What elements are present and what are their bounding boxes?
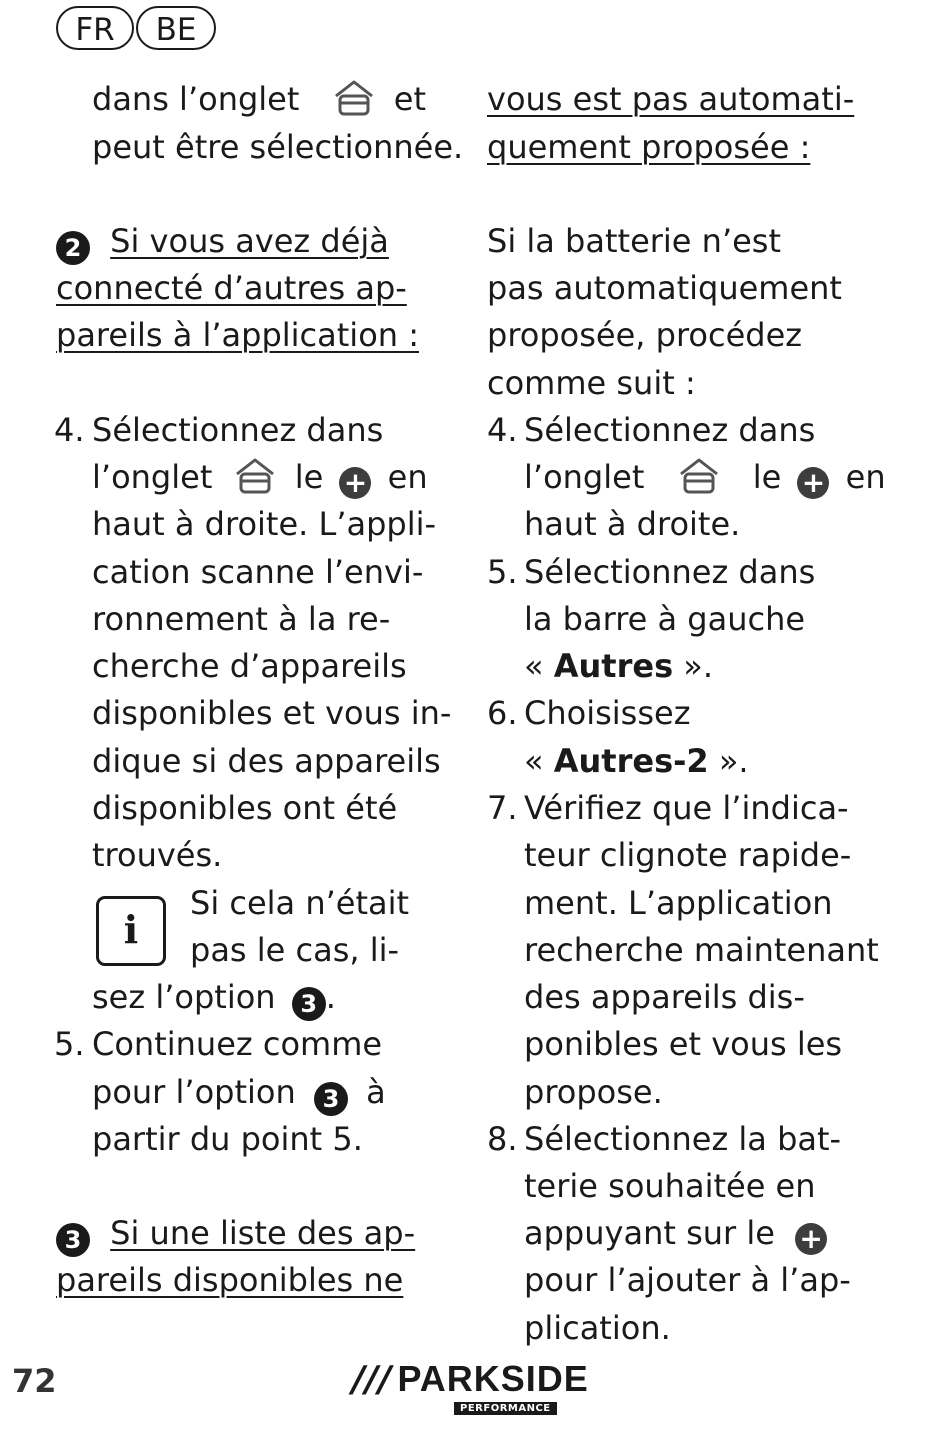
step-number: 4.: [54, 411, 85, 449]
right-column: [470, 0, 950, 1350]
left-column: [0, 0, 470, 1340]
line: des appareils dis-: [524, 978, 805, 1016]
line: Sélectionnez dans: [92, 411, 384, 449]
option-2-heading: [56, 218, 389, 265]
line: pas automatiquement: [487, 269, 842, 307]
step-number: 4.: [487, 411, 518, 449]
heading-line: pareils disponibles ne: [56, 1261, 404, 1299]
menu-name: Autres: [553, 647, 674, 685]
home-icon: [231, 456, 279, 496]
line: Sélectionnez la bat-: [524, 1120, 842, 1158]
text: dans l’onglet: [92, 80, 300, 118]
line: ronnement à la re-: [92, 600, 391, 638]
line: Continuez comme: [92, 1025, 383, 1063]
plus-circle-icon: +: [795, 1223, 827, 1255]
info-icon: i: [96, 896, 166, 966]
logo-slashes: ///: [352, 1359, 392, 1400]
line: [92, 974, 336, 1021]
plus-circle-icon: +: [797, 467, 829, 499]
step-number: 5.: [54, 1025, 85, 1063]
line: ponibles et vous les: [524, 1025, 843, 1063]
step-number: 8.: [487, 1120, 518, 1158]
heading-line: pareils à l’application :: [56, 316, 419, 354]
heading-line: vous est pas automati-: [487, 80, 855, 118]
line: pas le cas, li-: [190, 931, 400, 969]
line: [92, 124, 463, 171]
line: Si la batterie n’est: [487, 222, 782, 260]
line: comme suit :: [487, 364, 696, 402]
plus-circle-icon: +: [339, 467, 371, 499]
text: en: [387, 458, 428, 496]
line: Choisissez: [524, 694, 691, 732]
language-badge-be: BE: [136, 6, 216, 50]
heading-line: connecté d’autres ap-: [56, 269, 407, 307]
text: «: [524, 647, 544, 685]
step-number: 7.: [487, 789, 518, 827]
text: à: [366, 1073, 386, 1111]
line: cation scanne l’envi-: [92, 553, 424, 591]
line: haut à droite.: [524, 505, 741, 543]
heading-text: Si une liste des ap-: [110, 1214, 416, 1252]
line: [92, 1069, 386, 1116]
text: pour l’option: [92, 1073, 296, 1111]
line: trouvés.: [92, 836, 223, 874]
line: teur clignote rapide-: [524, 836, 852, 874]
line: disponibles et vous in-: [92, 694, 452, 732]
text: appuyant sur le: [524, 1214, 775, 1252]
text: l’onglet: [524, 458, 645, 496]
text: le: [752, 458, 782, 496]
text: l’onglet: [92, 458, 213, 496]
line: [524, 454, 886, 501]
line: terie souhaitée en: [524, 1167, 816, 1205]
heading-line: quement proposée :: [487, 128, 811, 166]
menu-name: Autres-2: [553, 742, 709, 780]
text: peut être sélectionnée.: [92, 128, 464, 166]
line: Vérifiez que l’indica-: [524, 789, 849, 827]
line: Sélectionnez dans: [524, 553, 816, 591]
option-number-badge: 3: [56, 1223, 90, 1257]
text: en: [845, 458, 886, 496]
line: recherche maintenant: [524, 931, 879, 969]
step-number: 6.: [487, 694, 518, 732]
line: propose.: [524, 1073, 663, 1111]
option-number-badge: 3: [292, 987, 326, 1021]
page-number: 72: [12, 1362, 57, 1400]
line: Sélectionnez dans: [524, 411, 816, 449]
logo-text: PARKSIDE: [397, 1358, 589, 1399]
option-number-badge: 2: [56, 231, 90, 265]
line: pour l’ajouter à l’ap-: [524, 1261, 851, 1299]
line: [92, 454, 428, 501]
parkside-logo: [352, 1358, 589, 1414]
option-3-heading: [56, 1210, 415, 1257]
line: [524, 1210, 827, 1257]
text: «: [524, 742, 544, 780]
line: ment. L’application: [524, 884, 833, 922]
heading-text: Si vous avez déjà: [110, 222, 389, 260]
home-icon: [675, 456, 723, 496]
line: la barre à gauche: [524, 600, 806, 638]
line: plication.: [524, 1309, 671, 1347]
text: ».: [718, 742, 749, 780]
line: cherche d’appareils: [92, 647, 407, 685]
text: .: [325, 978, 336, 1016]
line: dique si des appareils: [92, 742, 441, 780]
line: partir du point 5.: [92, 1120, 363, 1158]
line: [524, 738, 749, 785]
text: sez l’option: [92, 978, 276, 1016]
line: disponibles ont été: [92, 789, 398, 827]
line: Si cela n’était: [190, 884, 410, 922]
line: proposée, procédez: [487, 316, 803, 354]
text: le: [294, 458, 324, 496]
text: ».: [683, 647, 714, 685]
line: [92, 76, 426, 123]
line: haut à droite. L’appli-: [92, 505, 437, 543]
step-number: 5.: [487, 553, 518, 591]
logo-subtitle: PERFORMANCE: [454, 1402, 557, 1415]
text: et: [393, 80, 426, 118]
line: [524, 643, 713, 690]
home-icon: [330, 78, 378, 118]
option-number-badge: 3: [314, 1082, 348, 1116]
language-badge-fr: FR: [56, 6, 134, 50]
